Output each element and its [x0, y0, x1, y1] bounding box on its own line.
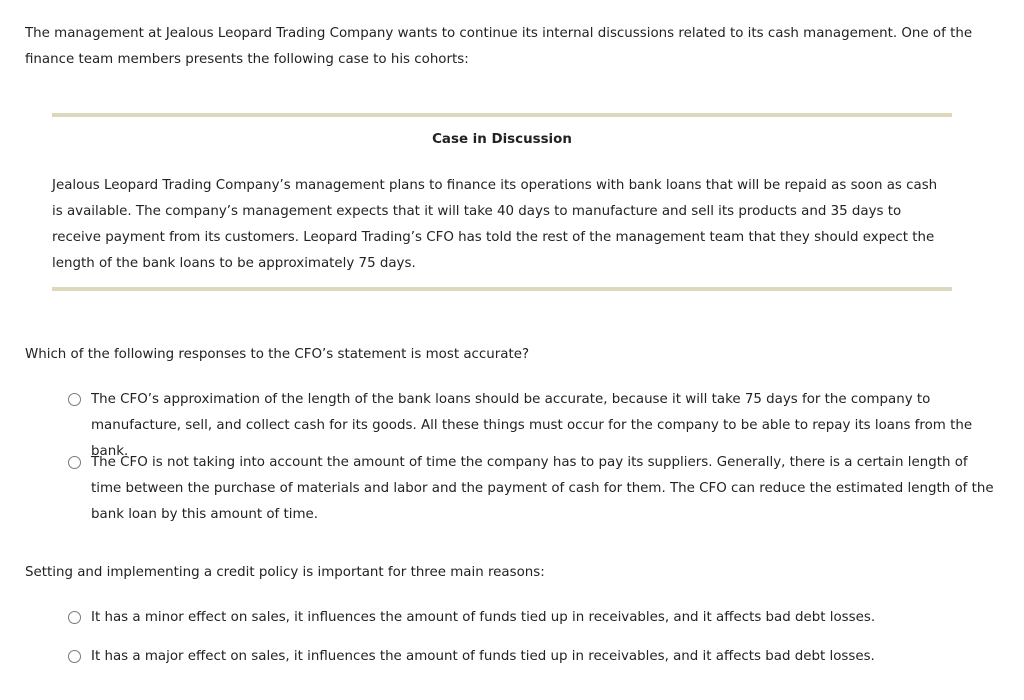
radio-button[interactable] — [68, 393, 81, 406]
question-2-option-2[interactable] — [68, 644, 1003, 670]
question-2-option-1[interactable] — [68, 605, 1003, 631]
question-2-prompt: Setting and implementing a credit policy is important for three main reasons: — [25, 565, 545, 580]
case-title: Case in Discussion — [432, 132, 572, 147]
case-box — [52, 113, 952, 277]
intro-paragraph: The management at Jealous Leopard Trading Company wants to continue its internal discussions related to its cash management. One of the finance team members presents the following case to his cohorts: — [25, 26, 973, 67]
radio-button[interactable] — [68, 611, 81, 624]
option-label: It has a major effect on sales, it influences the amount of funds tied up in receivables, and it affects bad debt losses. — [91, 649, 875, 664]
case-body: Jealous Leopard Trading Company’s management plans to finance its operations with bank loans that will be repaid as soon as cash is available. The company’s management expects that it will take 40 days to manufacture and sell its products and 35 days to receive payment from its customers. Leopard Trading’s CFO has told the rest of the management team that they should expect the length of the bank loans to be approximately 75 days. — [52, 178, 938, 271]
case-top-rule — [52, 113, 952, 117]
option-label: The CFO is not taking into account the amount of time the company has to pay its suppliers. Generally, there is a certain length of time between the purchase of materials and labor and the payment of cash for them. The CFO can reduce the estimated length of the bank loan by this amount of time. — [91, 455, 994, 522]
case-bottom-rule — [52, 287, 952, 291]
radio-button[interactable] — [68, 456, 81, 469]
question-1-prompt: Which of the following responses to the CFO’s statement is most accurate? — [25, 347, 530, 362]
option-label: It has a minor effect on sales, it influences the amount of funds tied up in receivables, and it affects bad debt losses. — [91, 610, 876, 625]
question-1-option-2[interactable] — [68, 450, 1003, 528]
option-label: The CFO’s approximation of the length of the bank loans should be accurate, because it will take 75 days for the company to manufacture, sell, and collect cash for its goods. All these things must occur for the company to be able to repay its loans from the bank. — [91, 392, 973, 459]
radio-button[interactable] — [68, 650, 81, 663]
